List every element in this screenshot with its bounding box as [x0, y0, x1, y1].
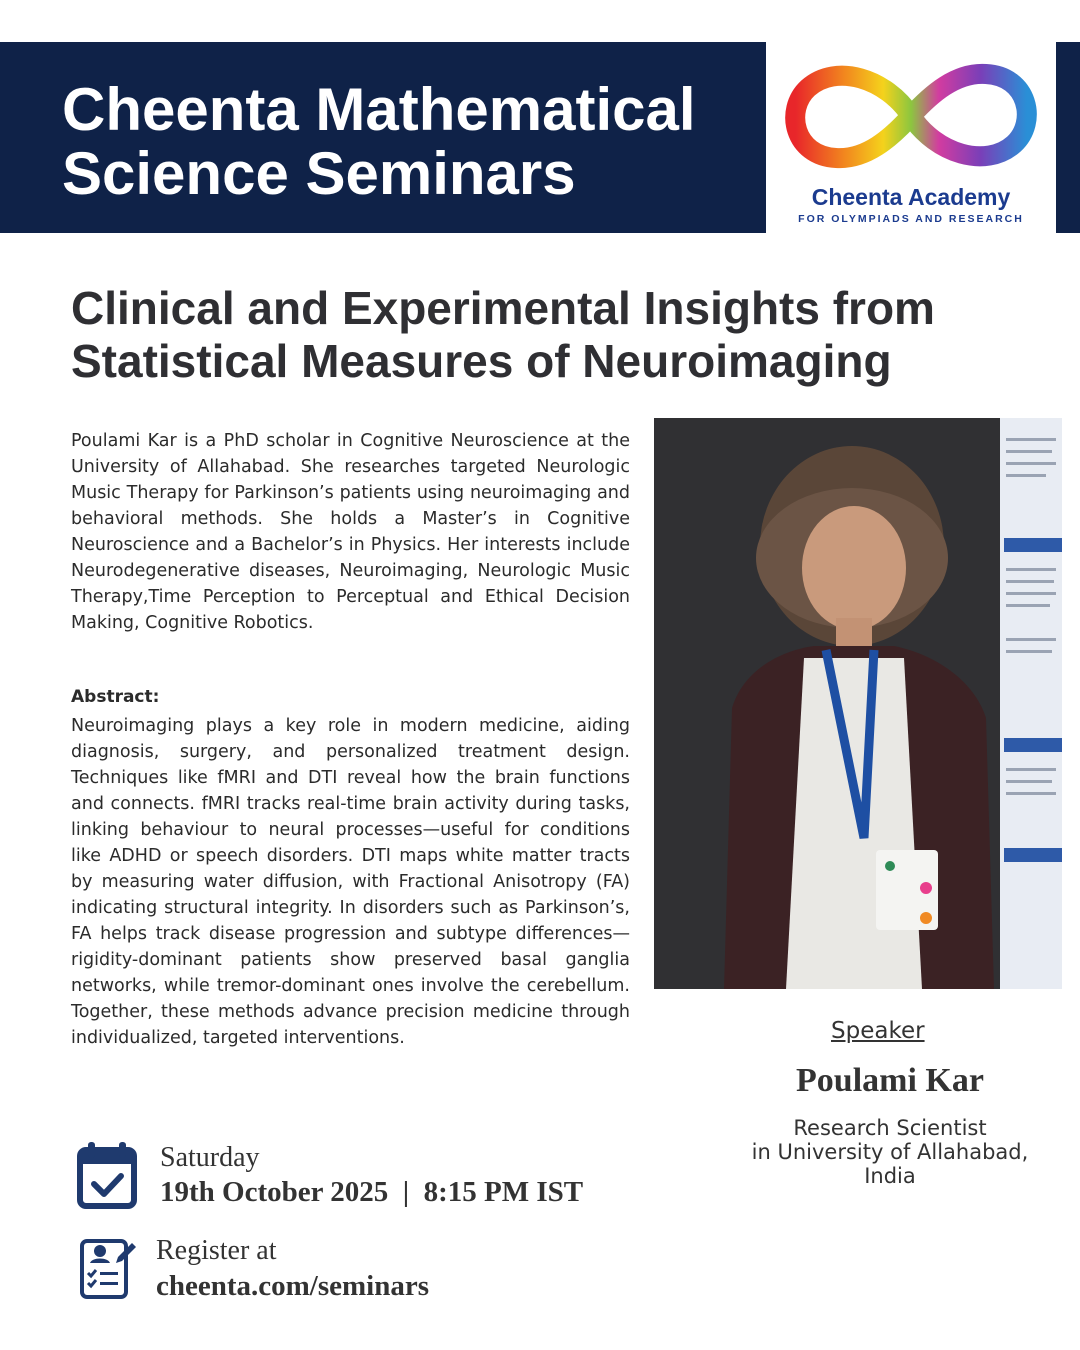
register-label: Register at — [156, 1235, 277, 1266]
clipboard-checklist-icon — [78, 1235, 138, 1301]
cheenta-logo — [766, 42, 1056, 233]
speaker-name: Poulami Kar — [796, 1062, 984, 1099]
speaker-photo — [654, 418, 1062, 989]
infinity-logo-icon — [766, 48, 1056, 188]
speaker-bio: Poulami Kar is a PhD scholar in Cognitive Neuroscience at the University of Allahabad. She researches targeted Neurologic Music Therapy for Parkinson’s patients using neuroimaging and behavioral methods. She holds a Master’s in Cognitive Neuroscience and a Bachelor’s in Physics. Her interests include Neurodegenerative diseases, Neuroimaging, Neurologic Music Therapy,Time Perception to Perceptual and Ethical Decision Making, Cognitive Robotics. — [71, 431, 630, 633]
logo-tagline: FOR OLYMPIADS AND RESEARCH — [798, 213, 1024, 225]
series-title: Cheenta Mathematical Science Seminars — [62, 76, 696, 207]
event-day: Saturday — [160, 1142, 260, 1173]
speaker-role — [730, 1116, 1050, 1188]
event-date-time: 19th October 2025 | 8:15 PM IST — [160, 1176, 584, 1208]
talk-title: Clinical and Experimental Insights from Statistical Measures of Neuroimaging — [71, 282, 935, 387]
speaker-role-line: in University of Allahabad, — [751, 1140, 1029, 1164]
speaker-label: Speaker — [831, 1018, 925, 1044]
logo-name: Cheenta Academy — [811, 184, 1011, 210]
abstract-label: Abstract: — [71, 687, 160, 707]
calendar-check-icon — [76, 1140, 138, 1210]
register-link[interactable]: cheenta.com/seminars — [156, 1270, 430, 1302]
speaker-role-line: India — [864, 1164, 916, 1188]
abstract-text: Neuroimaging plays a key role in modern medicine, aiding diagnosis, surgery, and personalized treatment design. Techniques like fMRI and DTI reveal how the brain functions and connects. fMRI tracks real-time brain activity during tasks, linking behaviour to neural processes—useful for conditions like ADHD or speech disorders. DTI maps white matter tracts by measuring water diffusion, with Fractional Anisotropy (FA) indicating structural integrity. In disorders such as Parkinson’s, FA helps track disease progression and subtype differences—rigidity-dominant patients show preserved basal ganglia networks, while tremor-dominant ones involve the cerebellum. Together, these methods advance precision medicine through individualized, targeted interventions. — [71, 716, 630, 1048]
speaker-role-line: Research Scientist — [793, 1116, 987, 1140]
